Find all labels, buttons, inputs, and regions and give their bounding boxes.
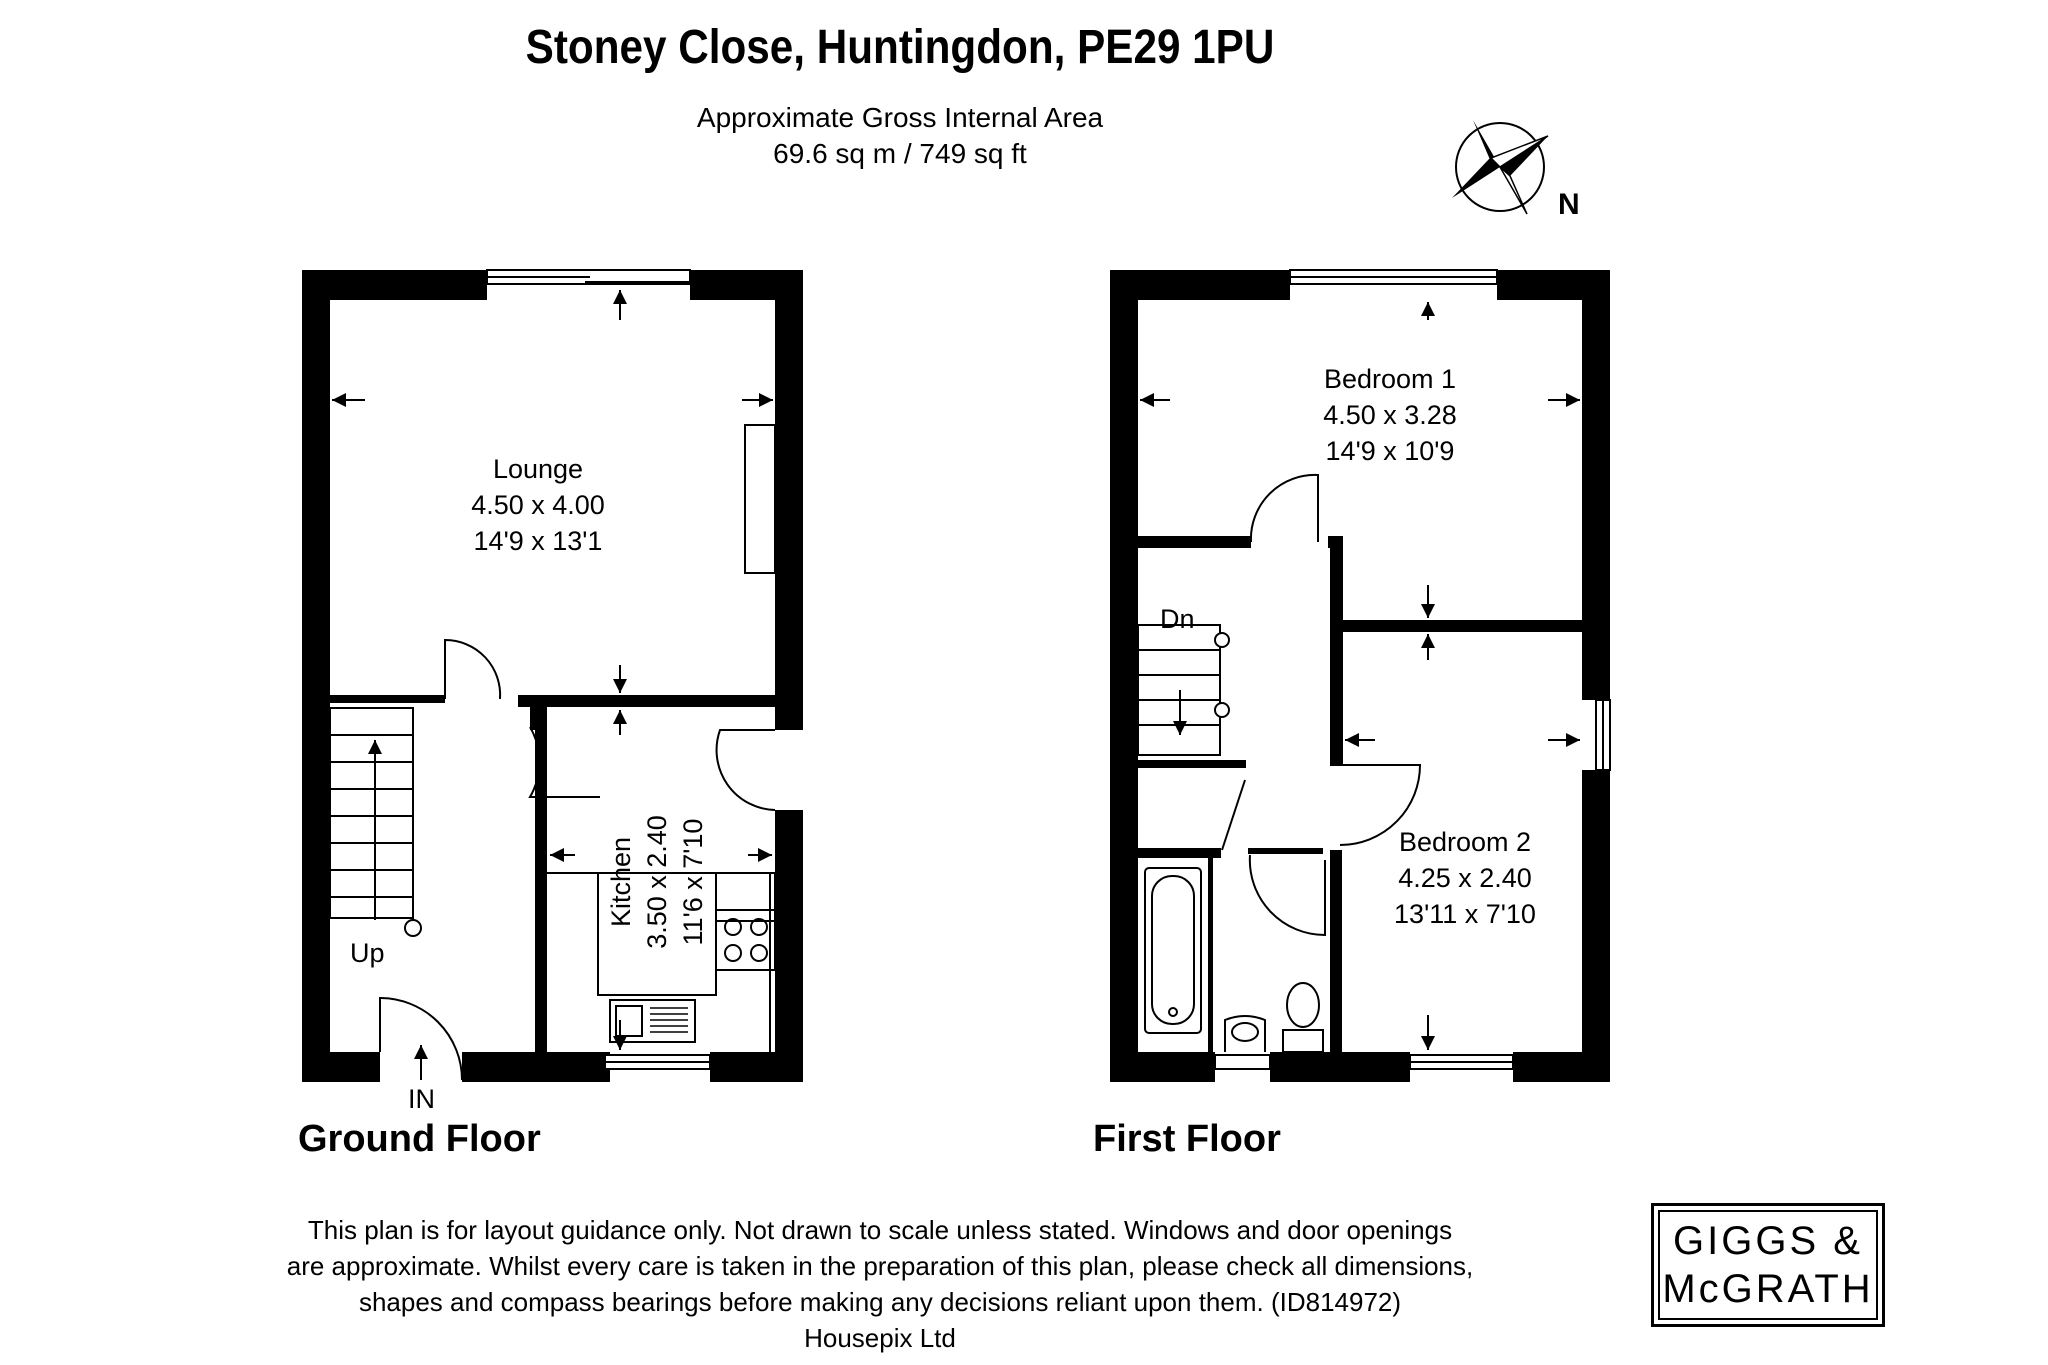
ground-floor-label: Ground Floor bbox=[298, 1118, 541, 1160]
compass-icon bbox=[1452, 120, 1580, 221]
logo-line-2: McGRATH bbox=[1662, 1267, 1874, 1311]
kitchen-metric: 3.50 x 2.40 bbox=[642, 815, 672, 949]
stairs-down-label: Dn bbox=[1160, 604, 1195, 634]
bedroom1-metric: 4.50 x 3.28 bbox=[1323, 400, 1457, 430]
disclaimer-line: shapes and compass bearings before making any decisions reliant upon them. (ID814972) bbox=[358, 1287, 1402, 1317]
bedroom1-imperial: 14'9 x 10'9 bbox=[1325, 436, 1455, 466]
lounge-imperial: 14'9 x 13'1 bbox=[473, 526, 603, 556]
agency-logo bbox=[1654, 1206, 1882, 1324]
bedroom2-metric: 4.25 x 2.40 bbox=[1398, 863, 1532, 893]
disclaimer bbox=[230, 1212, 1530, 1356]
disclaimer-line: Housepix Ltd bbox=[804, 1323, 956, 1353]
logo-line-1: GIGGS & bbox=[1673, 1219, 1863, 1263]
first-floor-plan bbox=[1110, 270, 1610, 1082]
kitchen-imperial: 11'6 x 7'10 bbox=[678, 818, 708, 946]
bedroom1-name: Bedroom 1 bbox=[1323, 364, 1457, 394]
property-title: Stoney Close, Huntingdon, PE29 1PU bbox=[525, 21, 1275, 74]
kitchen-name: Kitchen bbox=[606, 836, 636, 928]
compass-north-label: N bbox=[1558, 188, 1580, 221]
area-value: 69.6 sq m / 749 sq ft bbox=[773, 138, 1027, 169]
first-floor-label: First Floor bbox=[1093, 1118, 1281, 1160]
entrance-label: IN bbox=[408, 1084, 435, 1114]
disclaimer-line: This plan is for layout guidance only. Not drawn to scale unless stated. Windows and door openings bbox=[307, 1215, 1453, 1245]
bedroom2-name: Bedroom 2 bbox=[1398, 827, 1532, 857]
area-label: Approximate Gross Internal Area bbox=[696, 102, 1104, 133]
lounge-metric: 4.50 x 4.00 bbox=[471, 490, 605, 520]
disclaimer-line: are approximate. Whilst every care is taken in the preparation of this plan, please check all dimensions, bbox=[286, 1251, 1474, 1281]
bedroom2-imperial: 13'11 x 7'10 bbox=[1394, 899, 1536, 929]
lounge-name: Lounge bbox=[492, 454, 584, 484]
ground-floor-plan bbox=[302, 270, 803, 1114]
stairs-up-label: Up bbox=[350, 938, 385, 968]
